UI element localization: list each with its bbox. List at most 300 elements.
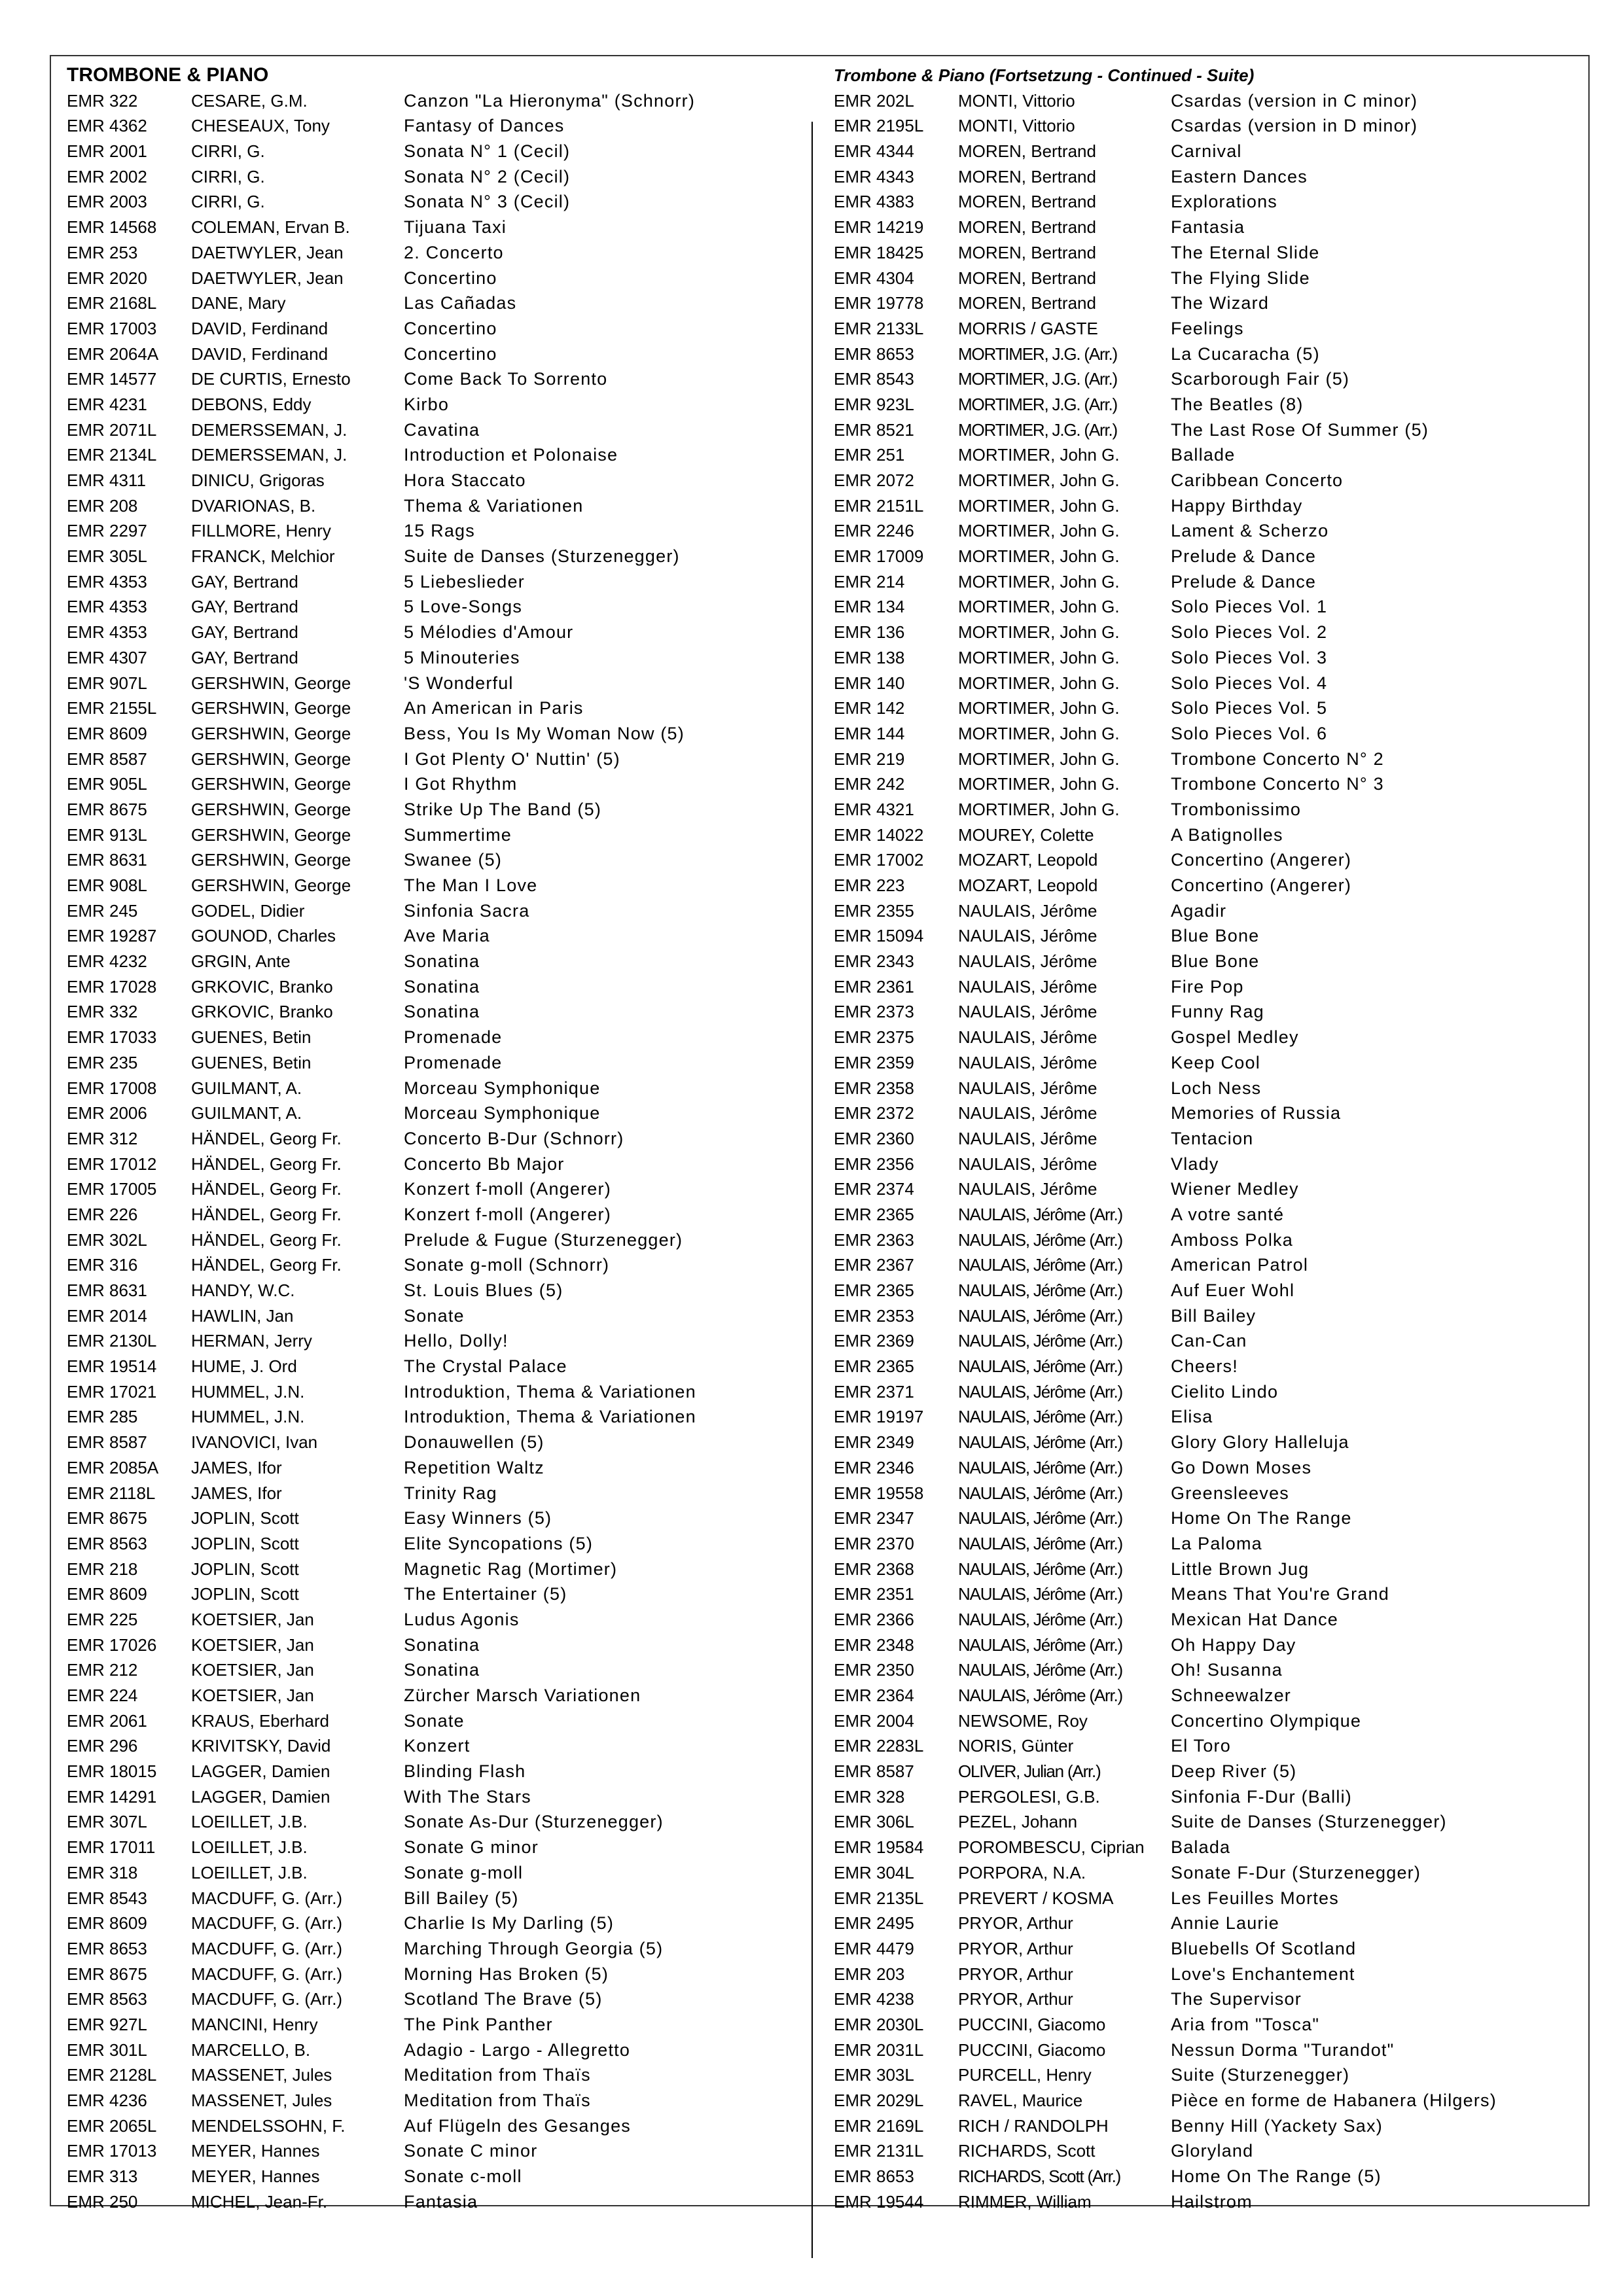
- work-title: Scarborough Fair (5): [1171, 369, 1350, 389]
- catalog-entry: [67, 1657, 800, 1683]
- catalog-entry: [834, 1303, 1573, 1329]
- catalog-entry: [67, 1886, 800, 1911]
- catalog-number: EMR 927L: [67, 2014, 147, 2034]
- composer-name: MORTIMER, John G.: [958, 774, 1120, 794]
- work-title: Sinfonia F-Dur (Balli): [1171, 1786, 1352, 1807]
- composer-name: NAULAIS, Jérôme (Arr.): [958, 1660, 1122, 1680]
- catalog-entry: [834, 1455, 1573, 1481]
- catalog-entry: [834, 1506, 1573, 1531]
- composer-name: HÄNDEL, Georg Fr.: [191, 1229, 342, 1250]
- catalog-entry: [67, 822, 800, 848]
- composer-name: PUCCINI, Giacomo: [958, 2040, 1106, 2060]
- catalog-entry: [834, 2088, 1573, 2113]
- catalog-number: EMR 4479: [834, 1938, 914, 1958]
- catalog-entry: [834, 518, 1573, 544]
- composer-name: MORTIMER, John G.: [958, 521, 1120, 541]
- work-title: Trombone Concerto N° 3: [1171, 774, 1384, 794]
- catalog-entry: [834, 898, 1573, 924]
- work-title: Suite de Danses (Sturzenegger): [404, 546, 680, 567]
- catalog-number: EMR 4362: [67, 116, 147, 136]
- catalog-number: EMR 2061: [67, 1710, 147, 1731]
- composer-name: MOZART, Leopold: [958, 850, 1098, 870]
- catalog-number: EMR 313: [67, 2166, 138, 2187]
- work-title: Hora Staccato: [404, 470, 526, 490]
- composer-name: NORIS, Günter: [958, 1736, 1074, 1756]
- composer-name: NAULAIS, Jérôme: [958, 1128, 1097, 1148]
- work-title: Feelings: [1171, 318, 1244, 338]
- work-title: Canzon "La Hieronyma" (Schnorr): [404, 90, 696, 111]
- catalog-entry: [834, 1404, 1573, 1430]
- composer-name: HUMMEL, J.N.: [191, 1407, 305, 1427]
- catalog-number: EMR 2355: [834, 900, 914, 921]
- composer-name: NAULAIS, Jérôme: [958, 1154, 1097, 1174]
- composer-name: PURCELL, Henry: [958, 2065, 1092, 2085]
- work-title: The Flying Slide: [1171, 268, 1310, 288]
- composer-name: HÄNDEL, Georg Fr.: [191, 1128, 342, 1148]
- composer-name: NAULAIS, Jérôme (Arr.): [958, 1483, 1122, 1503]
- catalog-entry: [67, 1227, 800, 1253]
- catalog-entry: [67, 1860, 800, 1886]
- catalog-entry: [834, 88, 1573, 114]
- catalog-entry: [67, 1252, 800, 1278]
- catalog-number: EMR 8675: [67, 1508, 147, 1528]
- catalog-entry: [834, 442, 1573, 468]
- work-title: Sonate: [404, 1710, 465, 1731]
- work-title: Solo Pieces Vol. 3: [1171, 647, 1328, 667]
- catalog-number: EMR 4307: [67, 647, 147, 667]
- work-title: Oh Happy Day: [1171, 1634, 1296, 1655]
- catalog-number: EMR 8587: [67, 1432, 147, 1453]
- catalog-entry: [67, 2138, 800, 2164]
- composer-name: DINICU, Grigoras: [191, 470, 325, 490]
- catalog-number: EMR 332: [67, 1002, 138, 1022]
- composer-name: DANE, Mary: [191, 293, 286, 313]
- work-title: Sinfonia Sacra: [404, 900, 530, 921]
- composer-name: JAMES, Ifor: [191, 1483, 282, 1503]
- catalog-entry: [834, 2038, 1573, 2063]
- work-title: Hello, Dolly!: [404, 1331, 508, 1351]
- catalog-number: EMR 4353: [67, 571, 147, 592]
- work-title: Prelude & Dance: [1171, 546, 1317, 567]
- catalog-entry: [67, 1557, 800, 1582]
- catalog-entry: [67, 873, 800, 898]
- composer-name: IVANOVICI, Ivan: [191, 1432, 318, 1453]
- catalog-number: EMR 303L: [834, 2065, 914, 2085]
- catalog-number: EMR 138: [834, 647, 905, 667]
- catalog-entry: [834, 1860, 1573, 1886]
- composer-name: MANCINI, Henry: [191, 2014, 318, 2034]
- work-title: Cavatina: [404, 419, 480, 440]
- catalog-entry: [67, 1328, 800, 1354]
- work-title: Csardas (version in D minor): [1171, 116, 1418, 136]
- catalog-entry: [67, 2062, 800, 2088]
- work-title: Tijuana Taxi: [404, 217, 507, 238]
- catalog-entry: [834, 1733, 1573, 1759]
- work-title: Morning Has Broken (5): [404, 1964, 609, 1984]
- catalog-number: EMR 19287: [67, 926, 157, 946]
- catalog-number: EMR 2029L: [834, 2091, 924, 2110]
- composer-name: MOREN, Bertrand: [958, 192, 1096, 212]
- catalog-number: EMR 306L: [834, 1812, 914, 1832]
- composer-name: MORTIMER, John G.: [958, 799, 1120, 819]
- catalog-column-left: [67, 63, 800, 2214]
- catalog-entry: [67, 1126, 800, 1152]
- composer-name: MACDUFF, G. (Arr.): [191, 1913, 343, 1934]
- work-title: Solo Pieces Vol. 2: [1171, 622, 1328, 643]
- catalog-entry: [67, 189, 800, 215]
- catalog-entry: [67, 696, 800, 721]
- catalog-number: EMR 2134L: [67, 445, 157, 465]
- catalog-entry: [834, 1202, 1573, 1227]
- work-title: Agadir: [1171, 900, 1227, 921]
- catalog-number: EMR 2135L: [834, 1888, 924, 1908]
- work-title: Amboss Polka: [1171, 1229, 1293, 1250]
- catalog-number: EMR 19584: [834, 1837, 924, 1858]
- work-title: Elisa: [1171, 1407, 1213, 1427]
- work-title: Thema & Variationen: [404, 495, 584, 516]
- composer-name: KRAUS, Eberhard: [191, 1710, 329, 1731]
- work-title: Sonate g-moll (Schnorr): [404, 1255, 610, 1275]
- work-title: Trinity Rag: [404, 1483, 497, 1503]
- work-title: Summertime: [404, 824, 512, 845]
- catalog-entry: [67, 771, 800, 797]
- composer-name: MOREN, Bertrand: [958, 268, 1096, 288]
- catalog-number: EMR 2356: [834, 1154, 914, 1174]
- catalog-entry: [834, 1581, 1573, 1607]
- work-title: Home On The Range (5): [1171, 2166, 1382, 2187]
- composer-name: FILLMORE, Henry: [191, 521, 331, 541]
- catalog-entry: [67, 215, 800, 240]
- composer-name: NAULAIS, Jérôme (Arr.): [958, 1305, 1122, 1326]
- catalog-number: EMR 2348: [834, 1634, 914, 1655]
- composer-name: NAULAIS, Jérôme (Arr.): [958, 1356, 1122, 1377]
- catalog-entry: [834, 164, 1573, 190]
- composer-name: GERSHWIN, George: [191, 673, 351, 693]
- composer-name: JOPLIN, Scott: [191, 1508, 299, 1528]
- catalog-number: EMR 2366: [834, 1609, 914, 1629]
- catalog-number: EMR 218: [67, 1559, 138, 1579]
- composer-name: NAULAIS, Jérôme (Arr.): [958, 1584, 1122, 1604]
- work-title: Sonate F-Dur (Sturzenegger): [1171, 1862, 1421, 1882]
- catalog-entry: [834, 1657, 1573, 1683]
- catalog-number: EMR 18015: [67, 1761, 157, 1782]
- work-title: Charlie Is My Darling (5): [404, 1913, 615, 1934]
- catalog-entry: [67, 594, 800, 620]
- work-title: 'S Wonderful: [404, 673, 514, 693]
- composer-name: GERSHWIN, George: [191, 698, 351, 718]
- work-title: Sonate g-moll: [404, 1862, 524, 1882]
- composer-name: PREVERT / KOSMA: [958, 1888, 1114, 1908]
- catalog-number: EMR 14219: [834, 217, 924, 238]
- work-title: Hailstrom: [1171, 2191, 1253, 2212]
- catalog-number: EMR 2064A: [67, 344, 159, 364]
- catalog-number: EMR 2085A: [67, 1457, 159, 1477]
- composer-name: GRKOVIC, Branko: [191, 1002, 333, 1022]
- composer-name: NAULAIS, Jérôme: [958, 1103, 1097, 1123]
- catalog-number: EMR 8609: [67, 1913, 147, 1934]
- catalog-number: EMR 17003: [67, 318, 157, 338]
- work-title: Auf Flügeln des Gesanges: [404, 2115, 631, 2136]
- catalog-number: EMR 2367: [834, 1255, 914, 1275]
- catalog-number: EMR 923L: [834, 394, 914, 414]
- catalog-entry: [834, 291, 1573, 316]
- catalog-entry: [834, 2164, 1573, 2189]
- catalog-number: EMR 2006: [67, 1103, 147, 1123]
- work-title: The Crystal Palace: [404, 1356, 567, 1377]
- work-title: Trombonissimo: [1171, 799, 1302, 819]
- catalog-number: EMR 8653: [67, 1938, 147, 1958]
- catalog-number: EMR 214: [834, 571, 905, 592]
- work-title: Sonatina: [404, 1634, 480, 1655]
- composer-name: NAULAIS, Jérôme: [958, 1078, 1097, 1098]
- work-title: The Entertainer (5): [404, 1584, 567, 1604]
- catalog-entry: [67, 518, 800, 544]
- work-title: Annie Laurie: [1171, 1913, 1280, 1934]
- composer-name: NAULAIS, Jérôme (Arr.): [958, 1559, 1122, 1579]
- catalog-entry: [834, 1126, 1573, 1152]
- composer-name: MOREN, Bertrand: [958, 293, 1096, 313]
- catalog-entry: [67, 1152, 800, 1177]
- catalog-number: EMR 2065L: [67, 2115, 157, 2136]
- composer-name: POROMBESCU, Ciprian: [958, 1837, 1145, 1858]
- composer-name: GUENES, Betin: [191, 1027, 312, 1048]
- work-title: Adagio - Largo - Allegretto: [404, 2040, 631, 2060]
- work-title: Suite de Danses (Sturzenegger): [1171, 1812, 1447, 1832]
- catalog-number: EMR 4304: [834, 268, 914, 288]
- catalog-number: EMR 2360: [834, 1128, 914, 1148]
- catalog-entry: [67, 291, 800, 316]
- catalog-entry: [834, 949, 1573, 974]
- catalog-entry: [834, 696, 1573, 721]
- work-title: Concertino (Angerer): [1171, 875, 1352, 895]
- section-heading: TROMBONE & PIANO: [67, 64, 269, 86]
- catalog-number: EMR 2128L: [67, 2065, 157, 2085]
- composer-name: JOPLIN, Scott: [191, 1533, 299, 1553]
- work-title: Fantasy of Dances: [404, 116, 565, 136]
- catalog-number: EMR 2349: [834, 1432, 914, 1453]
- composer-name: MORTIMER, John G.: [958, 470, 1120, 490]
- composer-name: MOUREY, Colette: [958, 824, 1094, 845]
- work-title: Cheers!: [1171, 1356, 1238, 1377]
- work-title: Introduction et Polonaise: [404, 445, 618, 465]
- work-title: Sonata N° 1 (Cecil): [404, 141, 571, 162]
- catalog-entry: [67, 1506, 800, 1531]
- work-title: The Last Rose Of Summer (5): [1171, 419, 1429, 440]
- work-title: Konzert f-moll (Angerer): [404, 1179, 611, 1199]
- catalog-entry: [834, 1809, 1573, 1835]
- catalog-number: EMR 296: [67, 1736, 138, 1756]
- catalog-entry: [834, 1708, 1573, 1734]
- work-title: Happy Birthday: [1171, 495, 1303, 516]
- composer-name: LOEILLET, J.B.: [191, 1837, 308, 1858]
- composer-name: NAULAIS, Jérôme (Arr.): [958, 1609, 1122, 1629]
- catalog-entry: [67, 1911, 800, 1936]
- work-title: Konzert: [404, 1736, 471, 1756]
- catalog-entry: [834, 316, 1573, 342]
- catalog-entry: [834, 493, 1573, 519]
- work-title: Ballade: [1171, 445, 1236, 465]
- catalog-entry: [67, 1404, 800, 1430]
- work-title: Ludus Agonis: [404, 1609, 520, 1629]
- catalog-entry: [67, 721, 800, 747]
- catalog-entry: [67, 316, 800, 342]
- work-title: Caribbean Concerto: [1171, 470, 1344, 490]
- catalog-entry: [834, 797, 1573, 822]
- work-title: Donauwellen (5): [404, 1432, 544, 1453]
- catalog-number: EMR 19544: [834, 2191, 924, 2212]
- catalog-number: EMR 8653: [834, 2166, 914, 2187]
- catalog-entry: [67, 2088, 800, 2113]
- catalog-entry: [834, 1354, 1573, 1379]
- catalog-number: EMR 4353: [67, 622, 147, 643]
- continued-heading: Trombone & Piano (Fortsetzung - Continued - Suite): [834, 65, 1255, 85]
- work-title: American Patrol: [1171, 1255, 1309, 1275]
- work-title: Come Back To Sorrento: [404, 369, 608, 389]
- catalog-entry: [834, 1557, 1573, 1582]
- work-title: The Wizard: [1171, 293, 1270, 313]
- catalog-number: EMR 226: [67, 1204, 138, 1224]
- catalog-entry: [834, 1759, 1573, 1784]
- composer-name: MOREN, Bertrand: [958, 166, 1096, 186]
- composer-name: MORTIMER, J.G. (Arr.): [958, 419, 1117, 440]
- composer-name: GERSHWIN, George: [191, 799, 351, 819]
- work-title: Blue Bone: [1171, 951, 1260, 972]
- catalog-number: EMR 14577: [67, 369, 157, 389]
- catalog-number: EMR 301L: [67, 2040, 147, 2060]
- work-title: Cielito Lindo: [1171, 1381, 1279, 1402]
- work-title: Magnetic Rag (Mortimer): [404, 1559, 618, 1579]
- catalog-number: EMR 225: [67, 1609, 138, 1629]
- catalog-number: EMR 2030L: [834, 2014, 924, 2034]
- work-title: Home On The Range: [1171, 1508, 1352, 1528]
- composer-name: NAULAIS, Jérôme (Arr.): [958, 1686, 1122, 1705]
- catalog-number: EMR 8521: [834, 419, 914, 440]
- composer-name: NAULAIS, Jérôme: [958, 1002, 1097, 1022]
- work-title: Solo Pieces Vol. 4: [1171, 673, 1328, 693]
- catalog-number: EMR 2369: [834, 1331, 914, 1351]
- catalog-number: EMR 2168L: [67, 293, 157, 313]
- catalog-number: EMR 4383: [834, 192, 914, 212]
- catalog-entry: [67, 240, 800, 266]
- work-title: Sonatina: [404, 1660, 480, 1680]
- catalog-number: EMR 907L: [67, 673, 147, 693]
- catalog-entry: [67, 1354, 800, 1379]
- catalog-entry: [834, 1531, 1573, 1557]
- composer-name: MENDELSSOHN, F.: [191, 2115, 346, 2136]
- composer-name: HUMMEL, J.N.: [191, 1381, 305, 1402]
- composer-name: RICHARDS, Scott: [958, 2141, 1096, 2161]
- work-title: Carnival: [1171, 141, 1242, 162]
- work-title: Tentacion: [1171, 1128, 1254, 1148]
- catalog-number: EMR 2374: [834, 1179, 914, 1199]
- work-title: Morceau Symphonique: [404, 1078, 601, 1098]
- catalog-entry: [67, 164, 800, 190]
- composer-name: PRYOR, Arthur: [958, 1938, 1073, 1958]
- composer-name: MASSENET, Jules: [191, 2091, 332, 2110]
- catalog-number: EMR 17008: [67, 1078, 157, 1098]
- catalog-number: EMR 312: [67, 1128, 138, 1148]
- catalog-entry: [834, 1633, 1573, 1658]
- catalog-number: EMR 2003: [67, 192, 147, 212]
- composer-name: MONTI, Vittorio: [958, 116, 1075, 136]
- catalog-number: EMR 17028: [67, 976, 157, 997]
- catalog-entry: [67, 468, 800, 493]
- composer-name: RICHARDS, Scott (Arr.): [958, 2166, 1121, 2187]
- work-title: Meditation from Thaïs: [404, 2091, 591, 2110]
- catalog-number: EMR 2361: [834, 976, 914, 997]
- composer-name: MORTIMER, J.G. (Arr.): [958, 394, 1117, 414]
- catalog-entry: [67, 1050, 800, 1076]
- catalog-entry: [67, 747, 800, 772]
- work-title: Schneewalzer: [1171, 1686, 1291, 1705]
- work-title: Solo Pieces Vol. 5: [1171, 698, 1328, 718]
- catalog-number: EMR 4231: [67, 394, 147, 414]
- composer-name: FRANCK, Melchior: [191, 546, 335, 567]
- catalog-entry: [67, 1278, 800, 1303]
- catalog-number: EMR 17013: [67, 2141, 157, 2161]
- composer-name: COLEMAN, Ervan B.: [191, 217, 350, 238]
- composer-name: MORTIMER, John G.: [958, 673, 1120, 693]
- catalog-number: EMR 136: [834, 622, 905, 643]
- work-title: Blue Bone: [1171, 926, 1260, 946]
- catalog-entry: [834, 1025, 1573, 1050]
- composer-name: NAULAIS, Jérôme (Arr.): [958, 1457, 1122, 1477]
- work-title: Introduktion, Thema & Variationen: [404, 1407, 696, 1427]
- catalog-entry: [834, 771, 1573, 797]
- catalog-number: EMR 208: [67, 495, 138, 516]
- catalog-entry: [67, 923, 800, 949]
- catalog-entry: [67, 1759, 800, 1784]
- catalog-number: EMR 251: [834, 445, 905, 465]
- work-title: La Paloma: [1171, 1533, 1262, 1553]
- catalog-number: EMR 144: [834, 723, 905, 743]
- composer-name: NAULAIS, Jérôme (Arr.): [958, 1533, 1122, 1553]
- work-title: Concerto B-Dur (Schnorr): [404, 1128, 624, 1148]
- catalog-number: EMR 134: [834, 597, 905, 617]
- catalog-entry: [67, 2113, 800, 2139]
- work-title: Promenade: [404, 1052, 503, 1072]
- catalog-entry: [834, 594, 1573, 620]
- work-title: Sonate c-moll: [404, 2166, 522, 2187]
- work-title: An American in Paris: [404, 698, 584, 718]
- catalog-entry: [834, 822, 1573, 848]
- catalog-entry: [834, 620, 1573, 645]
- work-title: Prelude & Dance: [1171, 571, 1317, 592]
- catalog-number: EMR 4353: [67, 597, 147, 617]
- catalog-entry: [67, 2012, 800, 2038]
- catalog-entry: [834, 113, 1573, 139]
- composer-name: NAULAIS, Jérôme: [958, 1052, 1097, 1072]
- work-title: Promenade: [404, 1027, 503, 1048]
- catalog-entry: [67, 797, 800, 822]
- catalog-entry: [67, 1430, 800, 1455]
- catalog-entry: [67, 417, 800, 443]
- catalog-number: EMR 8609: [67, 723, 147, 743]
- composer-name: HÄNDEL, Georg Fr.: [191, 1179, 342, 1199]
- composer-name: KOETSIER, Jan: [191, 1660, 314, 1680]
- composer-name: NEWSOME, Roy: [958, 1710, 1088, 1731]
- composer-name: GERSHWIN, George: [191, 774, 351, 794]
- catalog-number: EMR 14022: [834, 824, 924, 845]
- work-title: Keep Cool: [1171, 1052, 1260, 1072]
- catalog-number: EMR 8563: [67, 1989, 147, 2009]
- composer-name: HERMAN, Jerry: [191, 1331, 312, 1351]
- work-title: Sonate C minor: [404, 2141, 538, 2161]
- composer-name: NAULAIS, Jérôme (Arr.): [958, 1508, 1122, 1528]
- composer-name: PRYOR, Arthur: [958, 1989, 1073, 2009]
- work-title: The Pink Panther: [404, 2014, 553, 2034]
- composer-name: PERGOLESI, G.B.: [958, 1786, 1100, 1807]
